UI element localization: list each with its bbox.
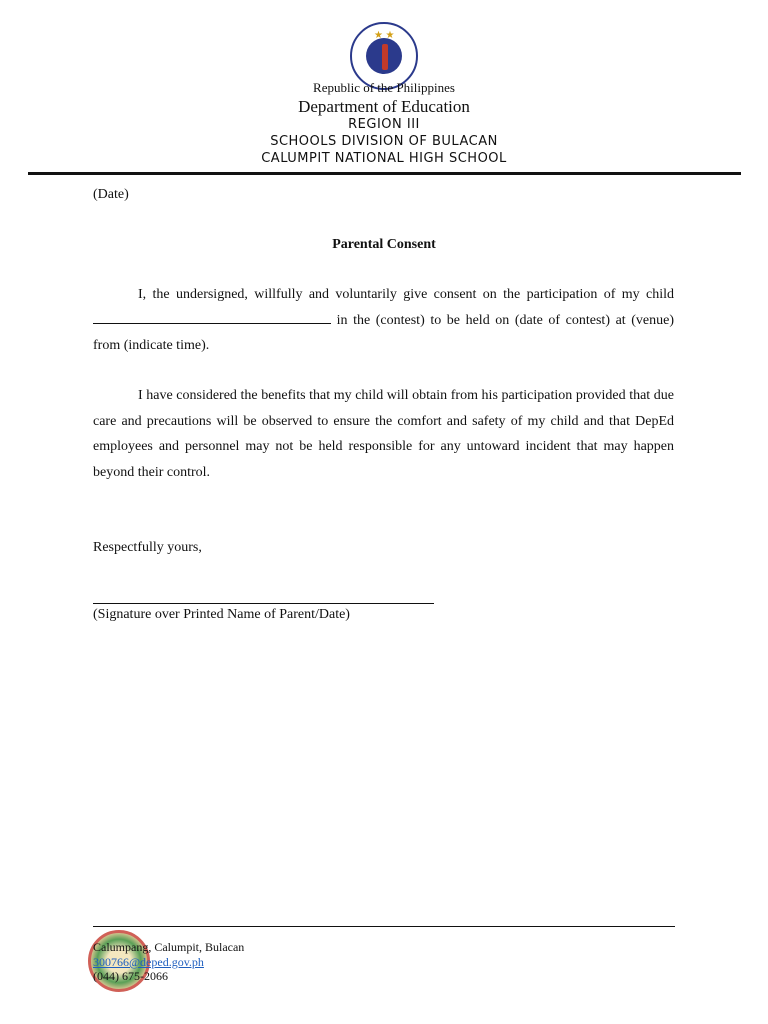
region-label: REGION III <box>348 117 420 132</box>
school-label: CALUMPIT NATIONAL HIGH SCHOOL <box>261 151 507 166</box>
department-title: Department of Education <box>298 97 470 116</box>
consent-text-b: in the (contest) to be held on (date of contest) at (venue) from (indicate time). <box>93 312 675 353</box>
benefits-paragraph: I have considered the benefits that my child will obtain from his participation provided that due care and precautions will be observed to ensure the comfort and safety of my child and that DepEd employees and personnel may not be held responsible for any untoward incident that may happen beyond their control. <box>93 388 674 480</box>
consent-text-a: I, the undersigned, willfully and voluntarily give consent on the participation of my child <box>138 287 674 302</box>
consent-paragraph <box>93 282 674 359</box>
signature-caption: (Signature over Printed Name of Parent/Date) <box>93 607 350 622</box>
footer-email-link[interactable]: 300766@deped.gov.ph <box>93 955 204 969</box>
header-divider <box>28 172 741 175</box>
footer-divider <box>93 926 675 927</box>
republic-label: Republic of the Philippines <box>313 80 455 95</box>
footer-address: Calumpang, Calumpit, Bulacan <box>93 940 245 954</box>
footer-email-row <box>93 955 204 970</box>
deped-seal-logo: ★ ★ <box>350 22 418 90</box>
closing-text: Respectfully yours, <box>93 540 202 555</box>
division-label: SCHOOLS DIVISION OF BULACAN <box>270 134 498 149</box>
child-name-blank <box>93 310 331 324</box>
footer-phone: (044) 675-2066 <box>93 969 168 983</box>
letter-title: Parental Consent <box>332 237 436 252</box>
date-placeholder: (Date) <box>93 187 129 202</box>
